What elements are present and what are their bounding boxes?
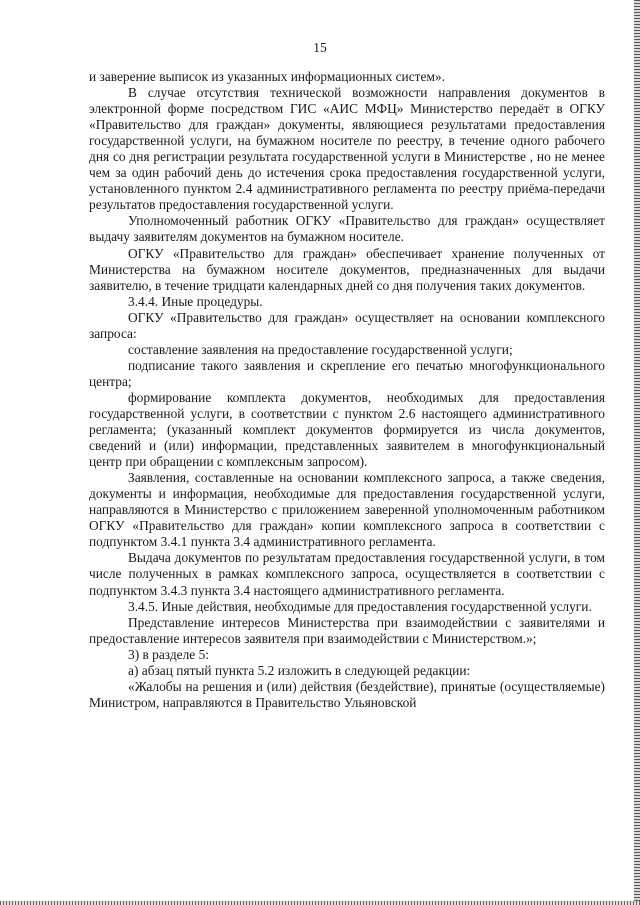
paragraph: составление заявления на предоставление государственной услуги;: [128, 341, 513, 357]
paragraph: ОГКУ «Правительство для граждан» обеспечивает хранение полученных от Министерства на бумажном носителе документов, предназначенных для выдачи заявителю, в течение тридцати календарных дней со дня получения таких документов.: [89, 245, 605, 293]
paragraph: «Жалобы на решения и (или) действия (бездействие), принятые (осуществляемые) Министром, направляются в Правительство Ульяновской: [89, 678, 605, 710]
paragraph: 3.4.5. Иные действия, необходимые для предоставления государственной услуги.: [128, 598, 592, 614]
paragraph: а) абзац пятый пункта 5.2 изложить в следующей редакции:: [128, 662, 471, 678]
page-number: 15: [313, 40, 327, 55]
paragraph: ОГКУ «Правительство для граждан» осуществляет на основании комплексного запроса:: [89, 309, 605, 341]
paragraph: 3) в разделе 5:: [128, 646, 210, 662]
paragraph: Заявления, составленные на основании комплексного запроса, а также сведения, документы и информация, необходимые для предоставления государственной услуги, направляются в Министерство с приложением заверенной уполномоченным работником ОГКУ «Правительство для граждан» копии комплексного запроса в соответствии с подпунктом 3.4.1 пункта 3.4 административного регламента.: [89, 470, 605, 550]
paragraph: В случае отсутствия технической возможности направления документов в электронной форме посредством ГИС «АИС МФЦ» Министерство передаёт в ОГКУ «Правительство для граждан» документы, являющиеся результатами предоставления государственной услуги, на бумажном носителе по реестру, в течение одного рабочего дня со дня регистрации результата государственной услуги в Министерстве , но не менее чем за один рабочий день до истечения срока предоставления государственной услуги, установленного пунктом 2.4 административного регламента по реестру приёма-передачи результатов предоставления государственной услуги.: [89, 85, 605, 213]
paragraph: формирование комплекта документов, необходимых для предоставления государственной услуги, в соответствии с пунктом 2.6 настоящего административного регламента; (указанный комплект документов формируется из числа документов, сведений и (или) информации, представленных заявителем в многофункциональный центр при обращении с комплексным запросом).: [89, 389, 605, 470]
paragraph: Представление интересов Министерства при взаимодействии с заявителями и предоставление интересов заявителя при взаимодействии с Министерством.»;: [89, 614, 605, 646]
paragraph: и заверение выписок из указанных информационных систем».: [89, 69, 445, 84]
scan-edge-bottom: [0, 901, 640, 905]
scan-edge-right: [634, 0, 640, 905]
paragraph: 3.4.4. Иные процедуры.: [128, 293, 263, 309]
paragraph: Выдача документов по результатам предоставления государственной услуги, в том числе полученных в рамках комплексного запроса, осуществляется в соответствии с подпунктом 3.4.3 пункта 3.4 настоящего административного регламента.: [89, 550, 605, 598]
paragraph: подписание такого заявления и скрепление его печатью многофункционального центра;: [89, 357, 605, 389]
document-body: [89, 69, 605, 711]
paragraph: Уполномоченный работник ОГКУ «Правительство для граждан» осуществляет выдачу заявителям документов на бумажном носителе.: [89, 213, 605, 245]
